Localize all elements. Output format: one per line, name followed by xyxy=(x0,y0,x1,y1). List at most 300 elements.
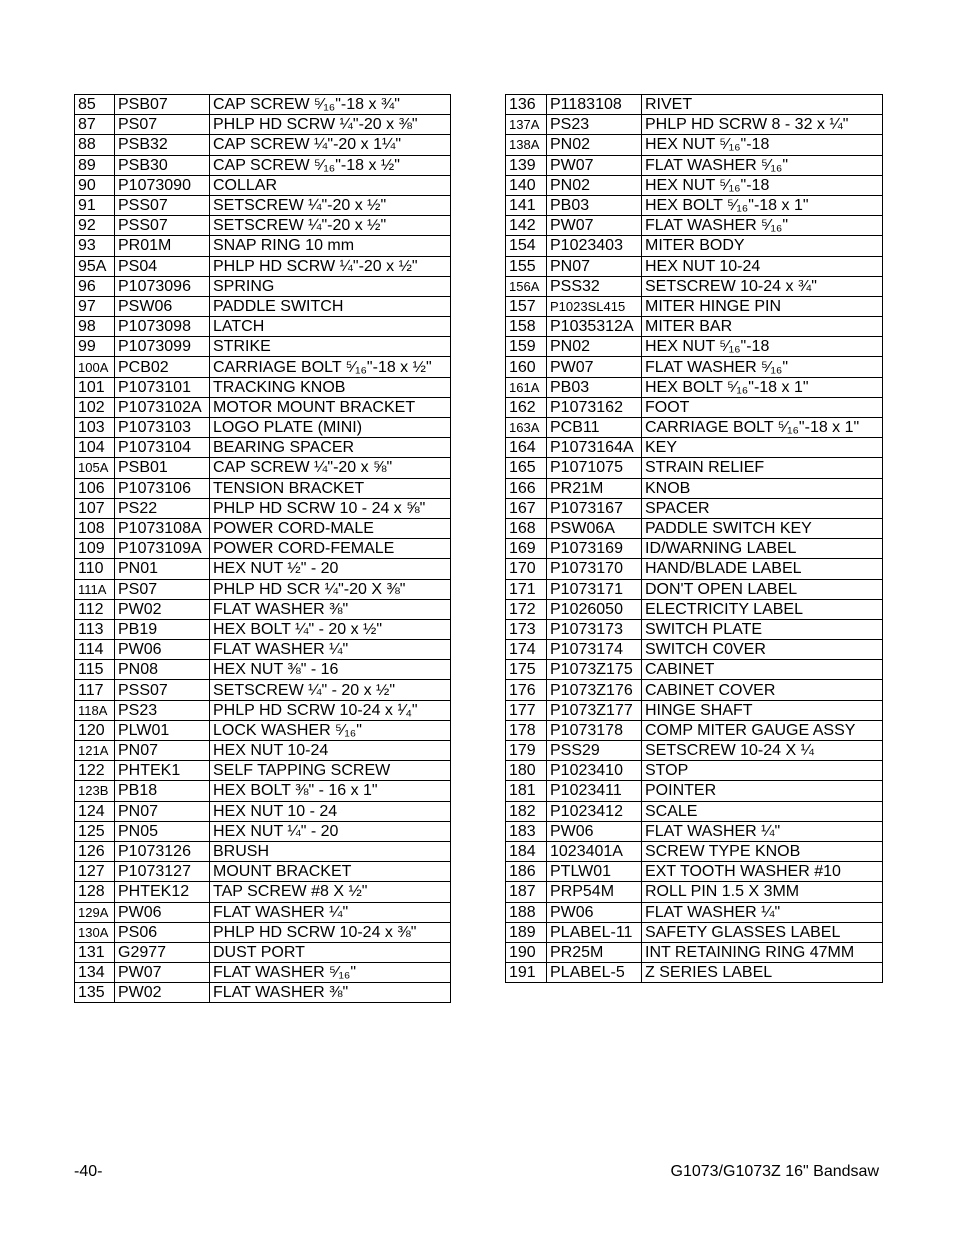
ref-cell: 176 xyxy=(506,680,547,700)
table-row xyxy=(75,579,451,599)
description-cell: HEX BOLT ⁵⁄₁₆"-18 x 1" xyxy=(642,377,883,397)
ref-cell: 89 xyxy=(75,155,115,175)
table-row xyxy=(506,559,883,579)
table-row xyxy=(75,276,451,296)
ref-cell: 142 xyxy=(506,216,547,236)
part-number-cell: PCB02 xyxy=(115,357,210,377)
description-cell: HEX NUT ⁵⁄₁₆"-18 xyxy=(642,135,883,155)
table-row xyxy=(506,296,883,316)
table-row xyxy=(75,761,451,781)
description-cell: SCREW TYPE KNOB xyxy=(642,841,883,861)
part-number-cell: G2977 xyxy=(115,942,210,962)
table-row xyxy=(506,337,883,357)
description-cell: POINTER xyxy=(642,781,883,801)
part-number-cell: PW02 xyxy=(115,599,210,619)
part-number-cell: PHTEK12 xyxy=(115,882,210,902)
part-number-cell: PSB01 xyxy=(115,458,210,478)
table-row xyxy=(75,539,451,559)
part-number-cell: P1073170 xyxy=(547,559,642,579)
part-number-cell: P1023SL415 xyxy=(547,296,642,316)
ref-cell: 104 xyxy=(75,438,115,458)
ref-cell: 139 xyxy=(506,155,547,175)
table-row xyxy=(506,397,883,417)
table-row xyxy=(506,640,883,660)
part-number-cell: PB03 xyxy=(547,195,642,215)
ref-cell: 161A xyxy=(506,377,547,397)
table-row xyxy=(75,256,451,276)
description-cell: FLAT WASHER ⅜" xyxy=(210,599,451,619)
table-row xyxy=(75,922,451,942)
description-cell: COLLAR xyxy=(210,175,451,195)
ref-cell: 97 xyxy=(75,296,115,316)
ref-cell: 125 xyxy=(75,821,115,841)
description-cell: CAP SCREW ¼"-20 x ⅝" xyxy=(210,458,451,478)
description-cell: FLAT WASHER ¼" xyxy=(642,821,883,841)
ref-cell: 168 xyxy=(506,518,547,538)
description-cell: LOCK WASHER ⁵⁄₁₆" xyxy=(210,720,451,740)
ref-cell: 88 xyxy=(75,135,115,155)
ref-cell: 179 xyxy=(506,741,547,761)
table-row xyxy=(506,155,883,175)
description-cell: STOP xyxy=(642,761,883,781)
table-row xyxy=(506,660,883,680)
table-row xyxy=(506,801,883,821)
table-row xyxy=(75,902,451,922)
part-number-cell: PS06 xyxy=(115,922,210,942)
description-cell: PHLP HD SCRW ¼"-20 x ⅜" xyxy=(210,115,451,135)
description-cell: SAFETY GLASSES LABEL xyxy=(642,922,883,942)
part-number-cell: PN05 xyxy=(115,821,210,841)
part-number-cell: P1073101 xyxy=(115,377,210,397)
part-number-cell: P1073099 xyxy=(115,337,210,357)
ref-cell: 137A xyxy=(506,115,547,135)
description-cell: HEX BOLT ¼" - 20 x ½" xyxy=(210,619,451,639)
part-number-cell: PW06 xyxy=(547,821,642,841)
ref-cell: 169 xyxy=(506,539,547,559)
ref-cell: 106 xyxy=(75,478,115,498)
ref-cell: 95A xyxy=(75,256,115,276)
description-cell: MITER BODY xyxy=(642,236,883,256)
description-cell: INT RETAINING RING 47MM xyxy=(642,942,883,962)
ref-cell: 127 xyxy=(75,862,115,882)
part-number-cell: P1026050 xyxy=(547,599,642,619)
ref-cell: 91 xyxy=(75,195,115,215)
part-number-cell: PLABEL-11 xyxy=(547,922,642,942)
ref-cell: 101 xyxy=(75,377,115,397)
description-cell: COMP MITER GAUGE ASSY xyxy=(642,720,883,740)
description-cell: TRACKING KNOB xyxy=(210,377,451,397)
ref-cell: 134 xyxy=(75,963,115,983)
table-row xyxy=(75,801,451,821)
description-cell: HEX NUT 10 - 24 xyxy=(210,801,451,821)
part-number-cell: PS23 xyxy=(547,115,642,135)
table-row xyxy=(75,135,451,155)
ref-cell: 171 xyxy=(506,579,547,599)
ref-cell: 118A xyxy=(75,700,115,720)
part-number-cell: P1073108A xyxy=(115,518,210,538)
ref-cell: 111A xyxy=(75,579,115,599)
description-cell: Z SERIES LABEL xyxy=(642,963,883,983)
description-cell: PHLP HD SCRW 10 - 24 x ⅝" xyxy=(210,498,451,518)
table-row xyxy=(506,942,883,962)
part-number-cell: PSB32 xyxy=(115,135,210,155)
part-number-cell: PN07 xyxy=(547,256,642,276)
table-row xyxy=(75,357,451,377)
description-cell: CAP SCREW ⁵⁄₁₆"-18 x ¾" xyxy=(210,95,451,115)
ref-cell: 113 xyxy=(75,619,115,639)
ref-cell: 182 xyxy=(506,801,547,821)
table-row xyxy=(75,518,451,538)
table-row xyxy=(506,680,883,700)
description-cell: SCALE xyxy=(642,801,883,821)
parts-table-right xyxy=(505,94,883,983)
description-cell: LOGO PLATE (MINI) xyxy=(210,418,451,438)
part-number-cell: P1073104 xyxy=(115,438,210,458)
ref-cell: 114 xyxy=(75,640,115,660)
ref-cell: 112 xyxy=(75,599,115,619)
description-cell: STRAIN RELIEF xyxy=(642,458,883,478)
description-cell: SETSCREW 10-24 X ¼ xyxy=(642,741,883,761)
part-number-cell: PN02 xyxy=(547,337,642,357)
ref-cell: 102 xyxy=(75,397,115,417)
table-row xyxy=(75,963,451,983)
table-row xyxy=(506,115,883,135)
description-cell: LATCH xyxy=(210,317,451,337)
table-row xyxy=(506,700,883,720)
part-number-cell: PSW06A xyxy=(547,518,642,538)
part-number-cell: P1073090 xyxy=(115,175,210,195)
description-cell: SETSCREW 10-24 x ¾" xyxy=(642,276,883,296)
description-cell: SWITCH C0VER xyxy=(642,640,883,660)
ref-cell: 117 xyxy=(75,680,115,700)
table-row xyxy=(506,498,883,518)
ref-cell: 140 xyxy=(506,175,547,195)
part-number-cell: P1035312A xyxy=(547,317,642,337)
table-row xyxy=(75,841,451,861)
ref-cell: 128 xyxy=(75,882,115,902)
part-number-cell: PW06 xyxy=(115,902,210,922)
part-number-cell: PS07 xyxy=(115,115,210,135)
table-row xyxy=(506,195,883,215)
part-number-cell: P1073162 xyxy=(547,397,642,417)
part-number-cell: P1073173 xyxy=(547,619,642,639)
ref-cell: 165 xyxy=(506,458,547,478)
table-row xyxy=(506,821,883,841)
part-number-cell: PB18 xyxy=(115,781,210,801)
part-number-cell: PSS07 xyxy=(115,195,210,215)
description-cell: MOTOR MOUNT BRACKET xyxy=(210,397,451,417)
description-cell: PHLP HD SCRW ¼"-20 x ½" xyxy=(210,256,451,276)
ref-cell: 122 xyxy=(75,761,115,781)
table-row xyxy=(506,518,883,538)
description-cell: SETSCREW ¼"-20 x ½" xyxy=(210,216,451,236)
ref-cell: 120 xyxy=(75,720,115,740)
part-number-cell: PW07 xyxy=(547,216,642,236)
table-row xyxy=(506,276,883,296)
description-cell: DON'T OPEN LABEL xyxy=(642,579,883,599)
description-cell: HINGE SHAFT xyxy=(642,700,883,720)
table-row xyxy=(506,862,883,882)
ref-cell: 177 xyxy=(506,700,547,720)
description-cell: PHLP HD SCRW 10-24 x ¹⁄₄" xyxy=(210,700,451,720)
description-cell: FLAT WASHER ⁵⁄₁₆" xyxy=(642,155,883,175)
table-row xyxy=(75,640,451,660)
page-number: -40- xyxy=(74,1163,103,1180)
part-number-cell: PN02 xyxy=(547,135,642,155)
table-row xyxy=(506,216,883,236)
table-row xyxy=(506,458,883,478)
table-row xyxy=(506,741,883,761)
table-row xyxy=(75,781,451,801)
table-row xyxy=(75,983,451,1003)
description-cell: HEX NUT 10-24 xyxy=(210,741,451,761)
ref-cell: 167 xyxy=(506,498,547,518)
ref-cell: 100A xyxy=(75,357,115,377)
ref-cell: 115 xyxy=(75,660,115,680)
ref-cell: 126 xyxy=(75,841,115,861)
part-number-cell: PCB11 xyxy=(547,418,642,438)
part-number-cell: P1073109A xyxy=(115,539,210,559)
table-row xyxy=(506,135,883,155)
description-cell: HEX NUT ¼" - 20 xyxy=(210,821,451,841)
part-number-cell: PW07 xyxy=(115,963,210,983)
part-number-cell: PN07 xyxy=(115,801,210,821)
ref-cell: 164 xyxy=(506,438,547,458)
description-cell: PADDLE SWITCH KEY xyxy=(642,518,883,538)
ref-cell: 160 xyxy=(506,357,547,377)
description-cell: CAP SCREW ¼"-20 x 1¼" xyxy=(210,135,451,155)
ref-cell: 174 xyxy=(506,640,547,660)
description-cell: PHLP HD SCR ¼"-20 X ⅜" xyxy=(210,579,451,599)
part-number-cell: P1183108 xyxy=(547,95,642,115)
ref-cell: 87 xyxy=(75,115,115,135)
ref-cell: 181 xyxy=(506,781,547,801)
description-cell: FLAT WASHER ⅜" xyxy=(210,983,451,1003)
description-cell: MITER HINGE PIN xyxy=(642,296,883,316)
ref-cell: 156A xyxy=(506,276,547,296)
table-row xyxy=(506,478,883,498)
description-cell: MITER BAR xyxy=(642,317,883,337)
table-row xyxy=(75,680,451,700)
model-title: G1073/G1073Z 16" Bandsaw xyxy=(670,1163,879,1180)
description-cell: HEX NUT ⁵⁄₁₆"-18 xyxy=(642,175,883,195)
ref-cell: 186 xyxy=(506,862,547,882)
description-cell: SWITCH PLATE xyxy=(642,619,883,639)
table-row xyxy=(506,236,883,256)
description-cell: SNAP RING 10 mm xyxy=(210,236,451,256)
ref-cell: 85 xyxy=(75,95,115,115)
part-number-cell: PN08 xyxy=(115,660,210,680)
part-number-cell: PW06 xyxy=(115,640,210,660)
ref-cell: 136 xyxy=(506,95,547,115)
description-cell: EXT TOOTH WASHER #10 xyxy=(642,862,883,882)
description-cell: PADDLE SWITCH xyxy=(210,296,451,316)
table-row xyxy=(506,619,883,639)
ref-cell: 157 xyxy=(506,296,547,316)
table-row xyxy=(75,882,451,902)
ref-cell: 138A xyxy=(506,135,547,155)
ref-cell: 110 xyxy=(75,559,115,579)
table-row xyxy=(75,478,451,498)
table-row xyxy=(75,195,451,215)
description-cell: SETSCREW ¼"-20 x ½" xyxy=(210,195,451,215)
table-row xyxy=(75,559,451,579)
ref-cell: 130A xyxy=(75,922,115,942)
ref-cell: 135 xyxy=(75,983,115,1003)
table-row xyxy=(506,438,883,458)
table-row xyxy=(75,458,451,478)
table-row xyxy=(75,175,451,195)
part-number-cell: P1073169 xyxy=(547,539,642,559)
part-number-cell: PR01M xyxy=(115,236,210,256)
ref-cell: 173 xyxy=(506,619,547,639)
description-cell: DUST PORT xyxy=(210,942,451,962)
table-row xyxy=(75,660,451,680)
description-cell: HEX BOLT ⁵⁄₁₆"-18 x 1" xyxy=(642,195,883,215)
description-cell: SETSCREW ¼" - 20 x ½" xyxy=(210,680,451,700)
ref-cell: 155 xyxy=(506,256,547,276)
table-row xyxy=(75,155,451,175)
description-cell: HEX NUT ⁵⁄₁₆"-18 xyxy=(642,337,883,357)
part-number-cell: P1073Z176 xyxy=(547,680,642,700)
ref-cell: 162 xyxy=(506,397,547,417)
description-cell: FLAT WASHER ⁵⁄₁₆" xyxy=(210,963,451,983)
part-number-cell: PLW01 xyxy=(115,720,210,740)
part-number-cell: PS07 xyxy=(115,579,210,599)
part-number-cell: PW06 xyxy=(547,902,642,922)
ref-cell: 163A xyxy=(506,418,547,438)
table-row xyxy=(75,337,451,357)
description-cell: CABINET xyxy=(642,660,883,680)
ref-cell: 99 xyxy=(75,337,115,357)
table-row xyxy=(75,418,451,438)
part-number-cell: PSB07 xyxy=(115,95,210,115)
ref-cell: 96 xyxy=(75,276,115,296)
table-row xyxy=(506,599,883,619)
table-row xyxy=(506,175,883,195)
description-cell: CAP SCREW ⁵⁄₁₆"-18 x ½" xyxy=(210,155,451,175)
ref-cell: 184 xyxy=(506,841,547,861)
part-number-cell: PHTEK1 xyxy=(115,761,210,781)
table-row xyxy=(506,317,883,337)
description-cell: SPACER xyxy=(642,498,883,518)
part-number-cell: P1073164A xyxy=(547,438,642,458)
table-row xyxy=(75,741,451,761)
table-row xyxy=(506,95,883,115)
part-number-cell: P1073174 xyxy=(547,640,642,660)
table-row xyxy=(75,317,451,337)
part-number-cell: P1071075 xyxy=(547,458,642,478)
ref-cell: 170 xyxy=(506,559,547,579)
table-row xyxy=(75,942,451,962)
description-cell: FLAT WASHER ¼" xyxy=(642,902,883,922)
table-row xyxy=(506,841,883,861)
ref-cell: 183 xyxy=(506,821,547,841)
table-row xyxy=(506,761,883,781)
table-row xyxy=(75,216,451,236)
description-cell: FLAT WASHER ¼" xyxy=(210,902,451,922)
description-cell: ID/WARNING LABEL xyxy=(642,539,883,559)
table-row xyxy=(75,862,451,882)
part-number-cell: PR25M xyxy=(547,942,642,962)
part-number-cell: PN01 xyxy=(115,559,210,579)
table-row xyxy=(75,397,451,417)
description-cell: STRIKE xyxy=(210,337,451,357)
ref-cell: 108 xyxy=(75,518,115,538)
part-number-cell: P1073126 xyxy=(115,841,210,861)
description-cell: BEARING SPACER xyxy=(210,438,451,458)
table-row xyxy=(506,418,883,438)
part-number-cell: P1073Z177 xyxy=(547,700,642,720)
ref-cell: 190 xyxy=(506,942,547,962)
ref-cell: 188 xyxy=(506,902,547,922)
description-cell: HEX NUT ½" - 20 xyxy=(210,559,451,579)
part-number-cell: PRP54M xyxy=(547,882,642,902)
description-cell: KNOB xyxy=(642,478,883,498)
part-number-cell: P1073171 xyxy=(547,579,642,599)
part-number-cell: PLABEL-5 xyxy=(547,963,642,983)
part-number-cell: P1073103 xyxy=(115,418,210,438)
part-number-cell: P1023403 xyxy=(547,236,642,256)
part-number-cell: PS22 xyxy=(115,498,210,518)
description-cell: CARRIAGE BOLT ⁵⁄₁₆"-18 x ½" xyxy=(210,357,451,377)
table-row xyxy=(75,377,451,397)
table-row xyxy=(75,95,451,115)
ref-cell: 105A xyxy=(75,458,115,478)
description-cell: HEX BOLT ⅜" - 16 x 1" xyxy=(210,781,451,801)
ref-cell: 93 xyxy=(75,236,115,256)
table-row xyxy=(75,720,451,740)
table-row xyxy=(75,821,451,841)
ref-cell: 154 xyxy=(506,236,547,256)
table-row xyxy=(75,296,451,316)
part-number-cell: P1073102A xyxy=(115,397,210,417)
part-number-cell: PSB30 xyxy=(115,155,210,175)
ref-cell: 166 xyxy=(506,478,547,498)
part-number-cell: PSS07 xyxy=(115,680,210,700)
part-number-cell: PS04 xyxy=(115,256,210,276)
description-cell: BRUSH xyxy=(210,841,451,861)
ref-cell: 172 xyxy=(506,599,547,619)
description-cell: TENSION BRACKET xyxy=(210,478,451,498)
part-number-cell: PS23 xyxy=(115,700,210,720)
table-row xyxy=(75,115,451,135)
part-number-cell: P1073178 xyxy=(547,720,642,740)
part-number-cell: PN02 xyxy=(547,175,642,195)
ref-cell: 158 xyxy=(506,317,547,337)
table-row xyxy=(506,963,883,983)
part-number-cell: P1073096 xyxy=(115,276,210,296)
description-cell: PHLP HD SCRW 8 - 32 x ¼" xyxy=(642,115,883,135)
description-cell: ROLL PIN 1.5 X 3MM xyxy=(642,882,883,902)
table-row xyxy=(75,498,451,518)
table-row xyxy=(506,781,883,801)
table-row xyxy=(506,256,883,276)
part-number-cell: PN07 xyxy=(115,741,210,761)
table-row xyxy=(506,922,883,942)
part-number-cell: P1023410 xyxy=(547,761,642,781)
description-cell: FLAT WASHER ⁵⁄₁₆" xyxy=(642,216,883,236)
description-cell: HAND/BLADE LABEL xyxy=(642,559,883,579)
part-number-cell: PSS07 xyxy=(115,216,210,236)
description-cell: SPRING xyxy=(210,276,451,296)
part-number-cell: P1073106 xyxy=(115,478,210,498)
part-number-cell: PTLW01 xyxy=(547,862,642,882)
ref-cell: 107 xyxy=(75,498,115,518)
description-cell: FLAT WASHER ¼" xyxy=(210,640,451,660)
table-row xyxy=(506,720,883,740)
ref-cell: 159 xyxy=(506,337,547,357)
